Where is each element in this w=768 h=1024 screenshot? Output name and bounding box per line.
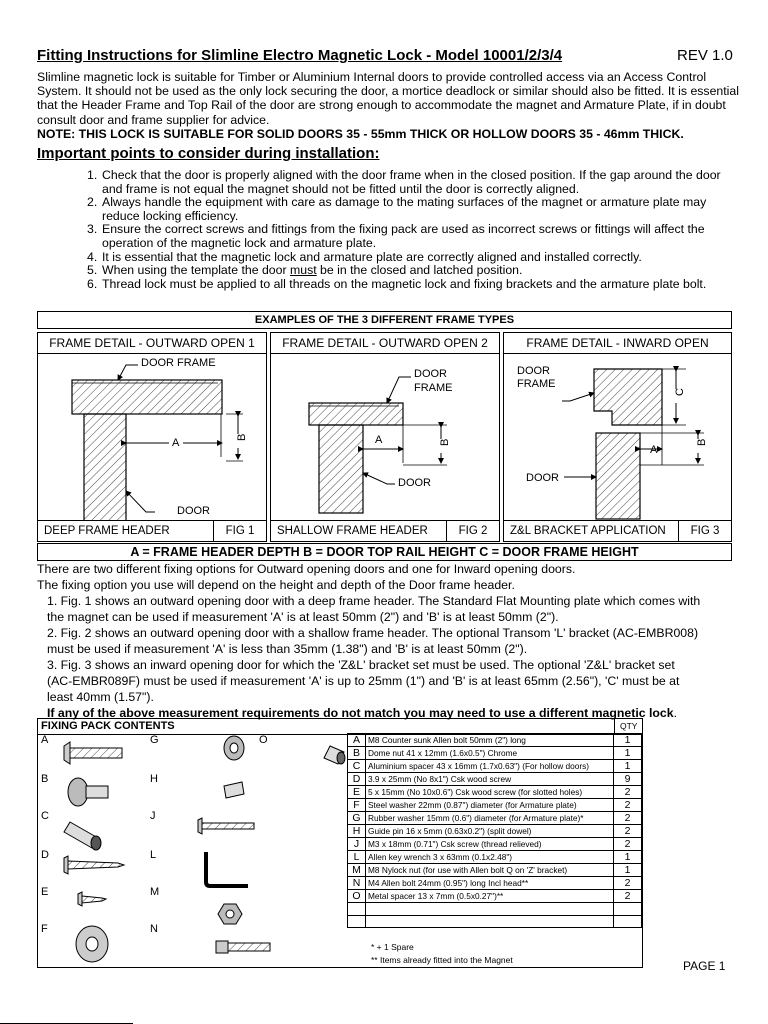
panel-caption: Z&L BRACKET APPLICATION	[504, 521, 679, 541]
part-qty-cell: 1	[614, 747, 642, 760]
part-letter-cell: O	[348, 890, 366, 903]
part-letter-cell: F	[348, 799, 366, 812]
revision-label: REV 1.0	[677, 47, 733, 64]
fig-number: FIG 2	[458, 525, 488, 537]
footnote-fitted: ** Items already fitted into the Magnet	[371, 955, 513, 965]
part-letter: C	[41, 810, 49, 822]
table-row	[348, 799, 642, 812]
part-m-nut-icon	[218, 904, 242, 924]
label-frame: FRAME	[517, 378, 556, 390]
part-letter: B	[41, 773, 49, 785]
part-a-bolt-icon	[64, 742, 122, 764]
panel-caption: SHALLOW FRAME HEADER	[271, 521, 447, 541]
door-leader	[363, 473, 395, 484]
table-row	[348, 877, 642, 890]
part-letter: J	[150, 810, 156, 822]
label-door: DOOR	[177, 505, 210, 517]
table-row	[348, 812, 642, 825]
part-qty-cell: 9	[614, 773, 642, 786]
point-item: 4. It is essential that the magnetic lock and armature plate are correctly aligned and installed correctly.	[87, 249, 642, 264]
table-row	[348, 838, 642, 851]
panel-caption: DEEP FRAME HEADER	[38, 521, 214, 541]
fixing-line: There are two different fixing options for Outward opening doors and one for Inward opening doors.	[37, 562, 576, 576]
dimension-legend: A = FRAME HEADER DEPTH B = DOOR TOP RAIL HEIGHT C = DOOR FRAME HEIGHT	[37, 543, 732, 561]
part-letter: N	[150, 923, 158, 935]
label-b: B	[439, 438, 451, 446]
part-description-cell: Steel washer 22mm (0.87") diameter (for Armature plate)	[366, 799, 614, 812]
part-qty-cell: 2	[614, 838, 642, 851]
intro-paragraph	[37, 70, 742, 141]
table-row-empty	[348, 915, 642, 928]
frame-panel-outward-1	[37, 332, 267, 542]
fixing-pack-title: FIXING PACK CONTENTS	[41, 720, 175, 732]
door-shape	[596, 433, 640, 519]
label-door: DOOR	[414, 368, 447, 380]
fixing-line: (AC-EMBR089F) must be used if measurement 'A' is up to 25mm (1") and 'B' is at least 65mm (2.56"), 'C' must be at	[47, 674, 680, 688]
part-j-screw-icon	[198, 818, 254, 834]
fixing-line: 1. Fig. 1 shows an outward opening door with a deep frame header. The Standard Flat Mounting plate which comes with	[47, 594, 701, 608]
part-e-wood-screw-icon	[78, 892, 106, 906]
part-h-guide-pin-icon	[224, 782, 244, 798]
frame-leader	[562, 393, 594, 401]
part-letter-cell: G	[348, 812, 366, 825]
part-b-dome-nut-icon	[68, 778, 108, 806]
part-l-allen-key-icon	[206, 852, 248, 886]
intro-text: Slimline magnetic lock is suitable for Timber or Aluminium Internal doors to provide controlled access via an Access Control System. It should not be used as the only lock securing the door, a mortice deadlock or similar should also be fitted. It is essential that the Header Frame and Top Rail of the door are strong enough to accommodate the magnet and Armature Plate, if in doubt consult door and frame supplier for advice.	[37, 70, 739, 127]
table-row	[348, 747, 642, 760]
point-item: 3. Ensure the correct screws and fittings from the fixing pack are used as incorrect screws or fittings will affect the operation of the magnetic lock and armature plate.	[87, 222, 705, 250]
important-heading: Important points to consider during installation:	[37, 145, 380, 162]
examples-title: EXAMPLES OF THE 3 DIFFERENT FRAME TYPES	[37, 311, 732, 329]
part-description-cell: Dome nut 41 x 12mm (1.6x0.5") Chrome	[366, 747, 614, 760]
part-description-cell: Guide pin 16 x 5mm (0.63x0.2") (split dowel)	[366, 825, 614, 838]
table-row-empty	[348, 903, 642, 916]
empty-cell	[366, 915, 614, 928]
label-frame: FRAME	[414, 382, 453, 394]
door-shape	[84, 414, 126, 521]
part-letter-cell: E	[348, 786, 366, 799]
fixing-line: 2. Fig. 2 shows an outward opening door with a shallow frame header. The optional Transom 'L' bracket (AC-EMBR008)	[47, 626, 699, 640]
point-item: 6. Thread lock must be applied to all threads on the magnetic lock and fixing brackets and the armature plate bolt.	[87, 276, 707, 291]
table-row	[348, 786, 642, 799]
table-row	[348, 760, 642, 773]
fixing-line: 3. Fig. 3 shows an inward opening door for which the 'Z&L' bracket set must be used. The optional 'Z&L' bracket set	[47, 658, 675, 672]
part-letter: E	[41, 886, 49, 898]
label-b: B	[236, 433, 248, 441]
part-description-cell: Allen key wrench 3 x 63mm (0.1x2.48")	[366, 851, 614, 864]
label-a: A	[172, 437, 180, 449]
fixing-options-text	[37, 561, 742, 721]
door-frame-shape	[72, 380, 222, 414]
part-d-wood-screw-icon	[64, 856, 124, 874]
parts-illustrations	[38, 734, 348, 968]
thickness-note: NOTE: THIS LOCK IS SUITABLE FOR SOLID DOORS 35 - 55mm THICK OR HOLLOW DOORS 35 - 46mm THICK.	[37, 126, 684, 141]
part-n-allen-bolt-icon	[216, 941, 270, 953]
document-title: Fitting Instructions for Slimline Electro Magnetic Lock - Model 10001/2/3/4	[37, 47, 563, 64]
page-number: PAGE 1	[683, 959, 726, 973]
empty-cell	[614, 903, 642, 916]
footnote-spare: * + 1 Spare	[371, 942, 414, 952]
label-c: C	[674, 388, 686, 396]
frame-panel-inward	[503, 332, 732, 542]
part-qty-cell: 2	[614, 786, 642, 799]
fig-number: FIG 3	[690, 525, 720, 537]
fixing-line: the magnet can be used if measurement 'A' is at least 50mm (2") and 'B' is at least 50mm (2").	[47, 610, 559, 624]
point-item: 5. When using the template the door must be in the closed and latched position.	[87, 263, 523, 278]
part-qty-cell: 1	[614, 734, 642, 747]
part-letter: M	[150, 886, 160, 898]
part-letter-cell: B	[348, 747, 366, 760]
part-qty-cell: 2	[614, 890, 642, 903]
empty-cell	[348, 915, 366, 928]
part-description-cell: Rubber washer 15mm (0.6") diameter (for Armature plate)*	[366, 812, 614, 825]
part-qty-cell: 2	[614, 799, 642, 812]
part-letter-cell: M	[348, 864, 366, 877]
important-points-list	[87, 169, 737, 291]
empty-cell	[614, 915, 642, 928]
label-door-bottom: DOOR	[398, 477, 431, 489]
measurement-warning: If any of the above measurement requirements do not match you may need to use a different magnetic lock.	[47, 706, 678, 720]
part-letter: L	[150, 849, 157, 861]
empty-cell	[348, 903, 366, 916]
part-description-cell: Aluminium spacer 43 x 16mm (1.7x0.63") (For hollow doors)	[366, 760, 614, 773]
fixing-pack-table	[347, 733, 642, 928]
part-letter: G	[150, 734, 159, 746]
label-a: A	[650, 444, 658, 456]
frame-leader	[118, 365, 138, 380]
table-row	[348, 864, 642, 877]
frame-leader	[387, 377, 411, 403]
part-letter: A	[41, 734, 49, 746]
frame-panel-outward-2	[270, 332, 500, 542]
part-qty-cell: 2	[614, 812, 642, 825]
label-b: B	[696, 438, 708, 446]
panel-heading: FRAME DETAIL - OUTWARD OPEN 1	[38, 333, 266, 354]
fixing-line: least 40mm (1.57").	[47, 690, 154, 704]
label-door-bottom: DOOR	[526, 472, 559, 484]
table-row	[348, 825, 642, 838]
part-qty-cell: 1	[614, 760, 642, 773]
part-letter-cell: N	[348, 877, 366, 890]
label-door: DOOR	[517, 365, 550, 377]
fig1-diagram	[38, 353, 266, 521]
fig-number: FIG 1	[225, 525, 255, 537]
part-letter-cell: H	[348, 825, 366, 838]
panel-heading: FRAME DETAIL - INWARD OPEN	[504, 333, 731, 354]
door-frame-shape	[594, 369, 662, 425]
door-leader	[126, 491, 155, 512]
part-qty-cell: 1	[614, 864, 642, 877]
label-a: A	[375, 434, 383, 446]
label-door-frame: DOOR FRAME	[141, 357, 216, 369]
part-description-cell: M3 x 18mm (0.71") Csk screw (thread relieved)	[366, 838, 614, 851]
table-row	[348, 734, 642, 747]
part-letter: F	[41, 923, 48, 935]
part-g-rubber-washer-icon	[224, 736, 244, 760]
part-qty-cell: 2	[614, 877, 642, 890]
fixing-line: The fixing option you use will depend on the height and depth of the Door frame header.	[37, 578, 515, 592]
part-letter-cell: D	[348, 773, 366, 786]
part-letter: D	[41, 849, 49, 861]
table-row	[348, 890, 642, 903]
part-letter-cell: J	[348, 838, 366, 851]
part-letter-cell: L	[348, 851, 366, 864]
part-description-cell: Metal spacer 13 x 7mm (0.5x0.27")**	[366, 890, 614, 903]
fixing-line: must be used if measurement 'A' is less than 35mm (1.38") and 'B' is at least 50mm (2").	[47, 642, 528, 656]
part-qty-cell: 2	[614, 825, 642, 838]
table-row	[348, 851, 642, 864]
empty-cell	[366, 903, 614, 916]
part-f-washer-icon	[76, 926, 108, 962]
part-description-cell: 3.9 x 25mm (No 8x1") Csk wood screw	[366, 773, 614, 786]
part-letter: O	[259, 734, 268, 746]
part-description-cell: M8 Nylock nut (for use with Allen bolt Q on 'Z' bracket)	[366, 864, 614, 877]
fig2-diagram	[271, 353, 499, 521]
part-letter-cell: C	[348, 760, 366, 773]
part-description-cell: 5 x 15mm (No 10x0.6") Csk wood screw (for slotted holes)	[366, 786, 614, 799]
part-c-spacer-icon	[64, 822, 101, 850]
part-o-metal-spacer-icon	[324, 746, 345, 764]
point-item: 2. Always handle the equipment with care as damage to the mating surfaces of the magnet or armature plate may reduce locking efficiency.	[87, 195, 707, 223]
table-row	[348, 773, 642, 786]
part-description-cell: M4 Allen bolt 24mm (0.95") long Incl head**	[366, 877, 614, 890]
part-letter: H	[150, 773, 158, 785]
part-letter-cell: A	[348, 734, 366, 747]
point-item: 1. Check that the door is properly aligned with the door frame when in the closed position. If the gap around the door and frame is not equal the magnet should not be fitted until the door is correctly aligned.	[87, 168, 721, 196]
qty-header: QTY	[620, 721, 638, 731]
door-shape	[319, 425, 363, 513]
part-qty-cell: 1	[614, 851, 642, 864]
panel-heading: FRAME DETAIL - OUTWARD OPEN 2	[271, 333, 499, 354]
part-description-cell: M8 Counter sunk Allen bolt 50mm (2") long	[366, 734, 614, 747]
